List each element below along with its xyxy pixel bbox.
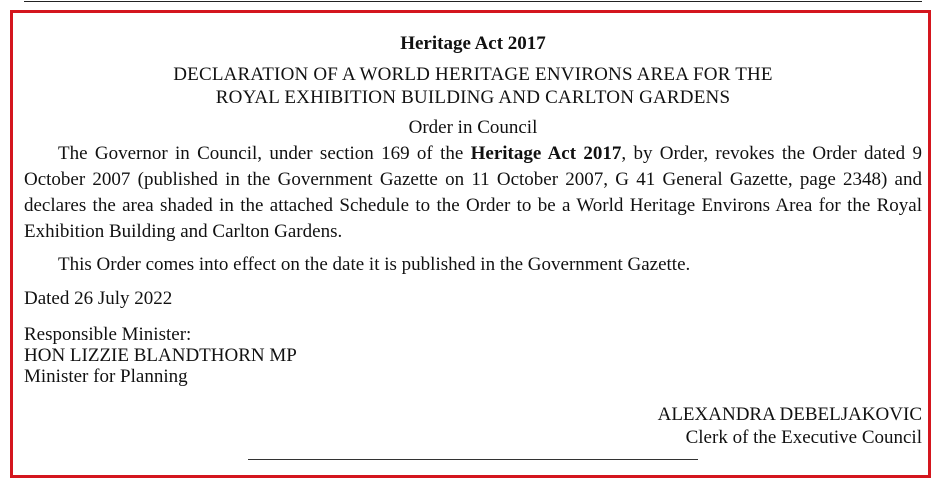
minister-label: Responsible Minister:	[24, 324, 192, 345]
notice-content	[24, 33, 922, 448]
effect-statement: This Order comes into effect on the date it is published in the Government Gazette.	[58, 254, 691, 275]
minister-name: HON LIZZIE BLANDTHORN MP	[24, 345, 297, 366]
notice-subheading: Order in Council	[408, 117, 538, 138]
order-body	[24, 141, 922, 245]
minister-block	[24, 324, 922, 387]
order-body-part-2: , by Order, revokes the Order dated 9 October 2007 (published in the Government Gazette on 11 October 2007, G 41 General Gazette, page 2348) and declares the area shaded in the attached Schedule to the Order to be a World Heritage Environs Area for the Royal Exhibition Building and Carlton Gardens.	[24, 143, 922, 242]
heading-line-1: DECLARATION OF A WORLD HERITAGE ENVIRONS AREA FOR THE	[173, 64, 773, 85]
order-body-part-1: The Governor in Council, under section 169 of the	[58, 143, 471, 164]
top-divider	[24, 1, 922, 2]
clerk-signature-block	[658, 403, 922, 449]
order-body-act-name: Heritage Act 2017	[470, 143, 622, 164]
clerk-name: ALEXANDRA DEBELJAKOVIC	[657, 404, 922, 425]
heading-line-2: ROYAL EXHIBITION BUILDING AND CARLTON GARDENS	[215, 87, 731, 108]
notice-title: Heritage Act 2017	[400, 33, 546, 54]
notice-heading	[24, 63, 922, 109]
minister-title: Minister for Planning	[24, 366, 188, 387]
bottom-divider	[248, 459, 698, 460]
dated-line: Dated 26 July 2022	[24, 288, 173, 309]
clerk-title: Clerk of the Executive Council	[685, 427, 922, 448]
